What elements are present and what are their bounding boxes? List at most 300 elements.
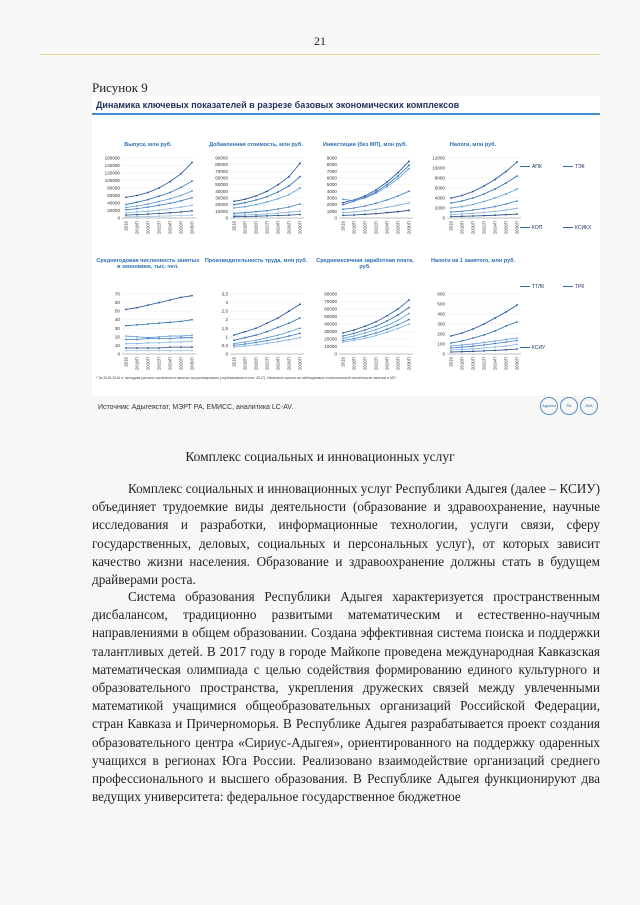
data-point [169, 350, 171, 352]
data-point [494, 214, 496, 216]
data-point [191, 350, 193, 352]
data-point [191, 210, 193, 212]
data-point [472, 204, 474, 206]
data-point [505, 341, 507, 343]
data-point [147, 199, 149, 201]
x-tick-label: 2024П [492, 357, 498, 370]
data-point [125, 309, 127, 311]
data-point [288, 176, 290, 178]
x-tick-label: 2016 [448, 357, 454, 367]
data-point [147, 203, 149, 205]
y-tick-label: 140000 [104, 163, 120, 168]
x-tick-label: 2018П [351, 357, 357, 370]
data-point [494, 343, 496, 345]
data-point [169, 321, 171, 323]
data-point [288, 322, 290, 324]
y-tick-label: 600 [437, 291, 445, 297]
data-point [483, 344, 485, 346]
data-point [397, 211, 399, 213]
data-point [450, 349, 452, 351]
data-point [299, 337, 301, 339]
data-point [494, 206, 496, 208]
y-tick-label: 0 [442, 351, 445, 357]
x-tick-label: 2022П [264, 221, 270, 234]
data-point [483, 193, 485, 195]
data-point [266, 201, 268, 203]
data-point [494, 317, 496, 319]
y-tick-label: 7000 [326, 168, 337, 174]
x-tick-label: 2026П [395, 357, 401, 370]
line-chart-panel [421, 122, 525, 237]
data-point [277, 215, 279, 217]
chart-title: Налоги на 1 занятого, млн руб. [430, 258, 516, 264]
y-tick-label: 0,5 [221, 342, 228, 348]
data-point [353, 340, 355, 342]
data-point [244, 202, 246, 204]
data-point [169, 346, 171, 348]
y-tick-label: 0 [334, 215, 337, 221]
data-point [277, 327, 279, 329]
data-point [169, 208, 171, 210]
data-point [136, 211, 138, 213]
data-point [353, 211, 355, 213]
y-tick-label: 50000 [324, 314, 337, 319]
legend-item: АПК [520, 164, 542, 170]
data-point [505, 325, 507, 327]
series-line [126, 198, 192, 210]
data-point [450, 351, 452, 353]
data-point [494, 197, 496, 199]
data-point [375, 208, 377, 210]
data-point [255, 334, 257, 336]
data-point [299, 203, 301, 205]
figure-title-underline [92, 113, 600, 115]
data-point [180, 211, 182, 213]
x-tick-label: 2020П [470, 357, 476, 370]
data-point [277, 338, 279, 340]
x-tick-label: 2020П [362, 221, 368, 234]
chart-svg [96, 122, 200, 237]
paragraph: Комплекс социальных и инновационных услуг Республики Адыгея (далее – КСИУ) объединяет трудоемкие виды деятельности (образование и здравоохранение, научные исследования и разработки, информационные технологии, услуги связи, сферу государственных, деловых, социальных и персональных услуг), от которых зависит качество жизни населения. Образование и здравоохранение должны стать в будущем драйверами роста. [92, 481, 600, 588]
data-point [505, 311, 507, 313]
data-point [233, 346, 235, 348]
data-point [136, 307, 138, 309]
data-point [191, 334, 193, 336]
data-point [191, 190, 193, 192]
data-point [397, 172, 399, 174]
data-point [180, 350, 182, 352]
data-point [408, 323, 410, 325]
x-tick-label: 2022П [373, 357, 379, 370]
data-point [191, 340, 193, 342]
ava-logo-icon: AVA [580, 397, 598, 415]
data-point [288, 310, 290, 312]
line-chart-panel [313, 258, 417, 373]
data-point [461, 195, 463, 197]
page-number: 21 [314, 34, 326, 48]
data-point [353, 338, 355, 340]
x-tick-label: 2030П [406, 221, 412, 234]
data-point [266, 337, 268, 339]
data-point [255, 204, 257, 206]
data-point [397, 204, 399, 206]
data-point [461, 349, 463, 351]
data-point [364, 205, 366, 207]
data-point [472, 328, 474, 330]
data-point [147, 210, 149, 212]
figure-title: Динамика ключевых показателей в разрезе базовых экономических комплексов [96, 100, 460, 110]
data-point [450, 216, 452, 218]
data-point [353, 335, 355, 337]
header-divider [40, 54, 600, 55]
data-point [450, 207, 452, 209]
y-tick-label: 0 [117, 215, 120, 221]
x-tick-label: 2020П [145, 221, 151, 234]
paragraph: Система образования Республики Адыгея характеризуется пространственным дисбалансом, традиционно развитыми математическим и естественно-научным направлениями в общем образовании. Создана эффективная система поиска и поддержки талантливых детей. В 2017 году в городе Майкопе проведена международная Кавказская математическая олимпиада с целью содействия формированию единого культурного и образовательного пространства, укрепления дружеских связей между увлеченными математикой учащимися общеобразовательных организаций Российской Федерации, стран Кавказа и Причерноморья. В Республике Адыгея разрабатывается проект создания образовательного центра «Сириус-Адыгея», ориентированного на поддержку одаренных учащихся в регионах Юга России. Реализовано взаимодействие организаций среднего профессионального и высшего образования. В Республике Адыгея функционируют два ведущих университета: федеральное государственное бюджетное [92, 589, 600, 805]
y-tick-label: 40000 [215, 188, 228, 194]
chart-svg [421, 122, 525, 237]
y-tick-label: 10000 [324, 344, 337, 349]
data-point [255, 339, 257, 341]
series-line [343, 161, 409, 202]
data-point [191, 180, 193, 182]
data-point [255, 199, 257, 201]
chart-svg [204, 258, 308, 373]
y-tick-label: 3 [225, 300, 228, 306]
y-tick-label: 20000 [324, 336, 337, 342]
y-tick-label: 30 [114, 325, 120, 331]
data-point [483, 215, 485, 217]
y-tick-label: 20000 [107, 208, 120, 213]
data-point [125, 209, 127, 211]
x-tick-label: 2016 [231, 357, 237, 367]
chart-title: Добавленная стоимость, млн руб. [209, 142, 303, 148]
data-point [266, 190, 268, 192]
data-point [136, 208, 138, 210]
data-point [472, 209, 474, 211]
data-point [342, 337, 344, 339]
data-point [364, 210, 366, 212]
data-point [180, 335, 182, 337]
data-point [483, 350, 485, 352]
line-chart-panel [204, 258, 308, 373]
data-point [136, 343, 138, 345]
chart-title: Налоги, млн руб. [449, 142, 497, 148]
data-point [191, 346, 193, 348]
y-tick-label: 80000 [215, 162, 228, 168]
adygea-emblem-icon: Адыгея [540, 397, 558, 415]
data-point [353, 214, 355, 216]
y-tick-label: 40 [114, 317, 120, 323]
data-point [450, 202, 452, 204]
data-point [505, 171, 507, 173]
y-tick-label: 400 [437, 311, 445, 317]
y-tick-label: 0 [334, 351, 337, 357]
data-point [288, 211, 290, 213]
data-point [450, 347, 452, 349]
data-point [386, 181, 388, 183]
data-point [483, 347, 485, 349]
data-point [147, 342, 149, 344]
data-point [472, 212, 474, 214]
x-tick-label: 2016 [340, 357, 346, 367]
data-point [386, 331, 388, 333]
figure-source: Источник: Адыгеястат, МЭРТ РА, ЕМИСС, аналитика LC-AV. [98, 404, 294, 411]
data-point [158, 204, 160, 206]
y-tick-label: 50000 [215, 182, 228, 188]
data-point [342, 204, 344, 206]
data-point [397, 324, 399, 326]
data-point [505, 345, 507, 347]
y-tick-label: 60000 [215, 175, 228, 181]
data-point [299, 327, 301, 329]
data-point [450, 214, 452, 216]
data-point [516, 207, 518, 209]
x-tick-label: 2022П [156, 357, 162, 370]
x-tick-label: 2018П [459, 357, 465, 370]
data-point [461, 213, 463, 215]
data-point [483, 323, 485, 325]
data-point [158, 322, 160, 324]
data-point [408, 168, 410, 170]
data-point [505, 209, 507, 211]
line-chart-panel [421, 258, 525, 373]
data-point [191, 204, 193, 206]
data-point [386, 325, 388, 327]
data-point [397, 308, 399, 310]
data-point [169, 335, 171, 337]
series-line [126, 163, 192, 198]
data-point [299, 214, 301, 216]
chart-title: Среднемесячная заработная плата, руб. [316, 258, 414, 270]
data-point [158, 336, 160, 338]
series-line [451, 162, 517, 198]
line-chart-panel [96, 258, 200, 373]
legend-item: КСИКХ [563, 225, 591, 231]
data-point [516, 188, 518, 190]
x-tick-label: 2030П [297, 357, 303, 370]
chart-svg [96, 258, 200, 373]
y-tick-label: 1000 [326, 208, 337, 214]
x-tick-label: 2022П [156, 221, 162, 234]
y-tick-label: 40000 [107, 200, 120, 206]
data-point [299, 162, 301, 164]
data-point [255, 344, 257, 346]
y-tick-label: 70 [114, 291, 120, 297]
data-point [342, 198, 344, 200]
data-point [191, 319, 193, 321]
data-point [266, 215, 268, 217]
data-point [169, 212, 171, 214]
data-point [244, 345, 246, 347]
data-point [299, 333, 301, 335]
data-point [158, 215, 160, 217]
x-tick-label: 2018П [134, 357, 140, 370]
data-point [516, 200, 518, 202]
data-point [494, 210, 496, 212]
data-point [472, 348, 474, 350]
y-tick-label: 2000 [326, 202, 337, 208]
series-line [451, 189, 517, 208]
data-point [180, 346, 182, 348]
data-point [169, 198, 171, 200]
y-tick-label: 30000 [324, 329, 337, 334]
x-tick-label: 2030П [406, 357, 412, 370]
data-point [255, 211, 257, 213]
x-tick-label: 2022П [264, 357, 270, 370]
data-point [180, 200, 182, 202]
y-tick-label: 0 [442, 215, 445, 221]
y-tick-label: 3000 [326, 195, 337, 201]
data-point [516, 340, 518, 342]
chart-svg [421, 258, 525, 373]
x-tick-label: 2030П [514, 221, 520, 234]
x-tick-label: 2026П [503, 221, 509, 234]
data-point [516, 213, 518, 215]
data-point [266, 322, 268, 324]
data-point [125, 350, 127, 352]
y-tick-label: 90000 [215, 155, 228, 161]
data-point [158, 209, 160, 211]
x-tick-label: 2018П [242, 357, 248, 370]
data-point [233, 207, 235, 209]
data-point [450, 211, 452, 213]
data-point [136, 214, 138, 216]
chart-footnote: * За 2015-2016 гг. методика расчета численности занятых актуализирована (опубликована в сент. 2017). Изменена оценка на наблюдаемых статистической численности занятых в МП [96, 376, 396, 380]
y-tick-label: 10000 [432, 165, 445, 171]
data-point [125, 216, 127, 218]
data-point [342, 341, 344, 343]
data-point [461, 351, 463, 353]
data-point [136, 324, 138, 326]
data-point [386, 315, 388, 317]
y-tick-label: 70000 [215, 168, 228, 174]
y-tick-label: 5000 [326, 182, 337, 188]
data-point [375, 202, 377, 204]
data-point [136, 205, 138, 207]
y-tick-label: 10000 [215, 208, 228, 214]
data-point [180, 297, 182, 299]
data-point [169, 192, 171, 194]
y-tick-label: 300 [437, 321, 445, 327]
data-point [516, 304, 518, 306]
data-point [244, 212, 246, 214]
y-tick-label: 0 [225, 215, 228, 221]
data-point [125, 214, 127, 216]
legend-item: КСИУ [520, 345, 545, 351]
data-point [277, 191, 279, 193]
data-point [191, 337, 193, 339]
data-point [277, 198, 279, 200]
data-point [136, 216, 138, 218]
x-tick-label: 2020П [145, 357, 151, 370]
data-point [461, 340, 463, 342]
data-point [191, 197, 193, 199]
x-tick-label: 2030П [514, 357, 520, 370]
data-point [397, 175, 399, 177]
data-point [364, 335, 366, 337]
x-tick-label: 2024П [275, 357, 281, 370]
data-point [158, 187, 160, 189]
data-point [180, 337, 182, 339]
legend-item: КОП [520, 225, 542, 231]
data-point [169, 215, 171, 217]
y-tick-label: 70000 [324, 299, 337, 304]
data-point [516, 161, 518, 163]
data-point [408, 313, 410, 315]
data-point [180, 195, 182, 197]
data-point [244, 341, 246, 343]
data-point [386, 199, 388, 201]
x-tick-label: 2030П [297, 221, 303, 234]
data-point [342, 214, 344, 216]
y-tick-label: 160000 [104, 155, 120, 161]
data-point [397, 314, 399, 316]
data-point [494, 346, 496, 348]
data-point [125, 335, 127, 337]
x-tick-label: 2020П [470, 221, 476, 234]
data-point [505, 339, 507, 341]
data-point [397, 178, 399, 180]
data-point [483, 185, 485, 187]
x-tick-label: 2016 [340, 221, 346, 231]
data-point [136, 347, 138, 349]
data-point [147, 347, 149, 349]
data-point [386, 186, 388, 188]
y-tick-label: 10 [114, 342, 120, 348]
chart-svg [204, 122, 308, 237]
y-tick-label: 3,5 [221, 291, 228, 297]
legend-item: ТТЛК [520, 284, 544, 290]
data-point [233, 204, 235, 206]
data-point [408, 209, 410, 211]
data-point [233, 343, 235, 345]
data-point [483, 342, 485, 344]
data-point [461, 332, 463, 334]
data-point [483, 334, 485, 336]
series-line [234, 163, 300, 201]
data-point [353, 332, 355, 334]
data-point [244, 337, 246, 339]
data-point [255, 215, 257, 217]
data-point [266, 210, 268, 212]
data-point [483, 208, 485, 210]
data-point [255, 195, 257, 197]
data-point [375, 329, 377, 331]
data-point [180, 341, 182, 343]
line-chart-panel [313, 122, 417, 237]
data-point [288, 185, 290, 187]
data-point [450, 335, 452, 337]
x-tick-label: 2020П [362, 357, 368, 370]
x-tick-label: 2016 [123, 221, 129, 231]
data-point [353, 207, 355, 209]
y-tick-label: 80000 [107, 185, 120, 191]
y-tick-label: 0 [225, 351, 228, 357]
data-point [364, 337, 366, 339]
data-point [277, 317, 279, 319]
y-tick-label: 0 [117, 351, 120, 357]
data-point [288, 206, 290, 208]
data-point [233, 212, 235, 214]
data-point [136, 201, 138, 203]
data-point [233, 216, 235, 218]
x-tick-label: 2024П [167, 357, 173, 370]
data-point [342, 212, 344, 214]
x-tick-label: 2016 [448, 221, 454, 231]
y-tick-label: 8000 [326, 162, 337, 168]
data-point [472, 350, 474, 352]
